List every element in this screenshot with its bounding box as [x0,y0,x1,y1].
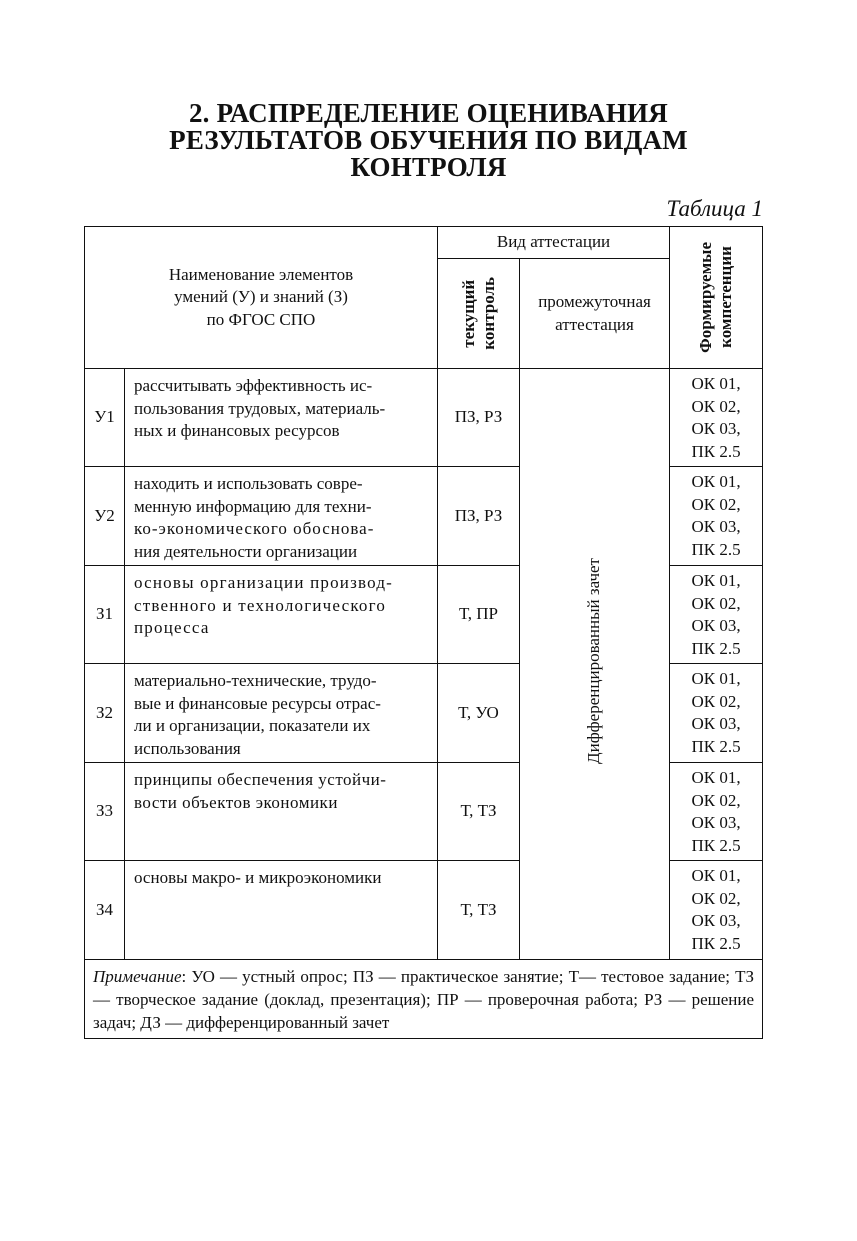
desc-line: вости объектов экономики [134,792,338,812]
row-current-control: ПЗ, РЗ [438,467,520,566]
title-line-1: 2. РАСПРЕДЕЛЕНИЕ ОЦЕНИВАНИЯ [188,98,669,128]
comp-line: ОК 02, [691,396,741,416]
desc-line: ния деятельности организации [134,541,358,561]
header-name-line-1: Наименование элементов [168,264,354,284]
comp-line: ОК 01, [691,669,741,688]
row-competencies [670,369,763,467]
page-title [0,100,857,181]
comp-line: ОК 02, [691,593,741,613]
row-code: З2 [85,664,125,763]
intermediate-merged-cell [520,369,670,960]
header-competencies-line-1: Формируемые [696,242,716,353]
desc-line: вые и финансовые ресурсы отрас- [134,693,381,713]
desc-line: материально-технические, трудо- [134,671,377,690]
header-current-control [459,277,499,350]
comp-line: ОК 02, [691,888,741,908]
header-name-line-3: по ФГОС СПО [206,309,316,329]
assessment-table [84,226,763,1039]
desc-line: процесса [134,618,210,637]
header-name-line-2: умений (У) и знаний (З) [174,287,348,307]
row-code: З4 [85,861,125,960]
comp-line: ОК 02, [691,691,741,711]
comp-line: ОК 03, [691,517,741,536]
comp-line: ОК 02, [691,494,741,514]
desc-line: основы организации производ- [134,573,394,592]
row-competencies [670,467,763,566]
desc-line: пользования трудовых, материаль- [134,398,386,418]
desc-line: рассчитывать эффективность ис- [134,376,373,395]
comp-line: ОК 01, [691,472,741,491]
header-current-line-1: текущий [458,279,478,348]
row-current-control: Т, ТЗ [438,861,520,960]
comp-line: ПК 2.5 [691,835,741,855]
comp-line: ОК 02, [691,790,741,810]
note-label: Примечание [93,967,182,986]
desc-line: ли и организации, показатели их [134,716,371,735]
header-competencies-cell [670,227,763,369]
comp-line: ОК 01, [691,374,741,393]
row-code: У2 [85,467,125,566]
note-row [85,960,763,1039]
row-description [125,566,438,664]
row-code: З1 [85,566,125,664]
intermediate-merged-text: Дифференцированный зачет [584,557,604,764]
note-cell [85,960,763,1039]
comp-line: ПК 2.5 [691,736,741,756]
desc-line: ных и финансовых ресурсов [134,421,340,440]
row-description [125,763,438,861]
note-text: : УО — устный опрос; ПЗ — практическое занятие; Т— тестовое задание; ТЗ — творческое задание (доклад, презентация); ПР — проверочная работа; РЗ — решение задач; ДЗ — дифференцированный зачет [93,967,755,1032]
row-competencies [670,763,763,861]
row-competencies [670,664,763,763]
desc-line: ственного и технологического [134,595,387,615]
comp-line: ОК 01, [691,571,741,590]
row-competencies [670,566,763,664]
desc-line: использования [134,738,241,758]
desc-line: ко-экономического обоснова- [134,519,375,538]
comp-line: ОК 03, [691,714,741,733]
row-description [125,664,438,763]
header-attestation-group: Вид аттестации [438,227,670,259]
header-intermediate-line-1: промежуточная [538,292,651,311]
header-current-line-2: контроль [478,277,498,350]
row-description [125,369,438,467]
comp-line: ОК 01, [691,866,741,885]
comp-line: ОК 03, [691,911,741,930]
desc-line: принципы обеспечения устойчи- [134,770,387,789]
row-code: У1 [85,369,125,467]
row-current-control: Т, УО [438,664,520,763]
row-competencies [670,861,763,960]
header-competencies [696,242,736,353]
row-current-control: Т, ТЗ [438,763,520,861]
header-intermediate-cell [520,259,670,369]
desc-line: менную информацию для техни- [134,496,372,516]
header-intermediate-line-2: аттестация [555,314,634,334]
comp-line: ПК 2.5 [691,638,741,658]
row-code: З3 [85,763,125,861]
row-current-control: ПЗ, РЗ [438,369,520,467]
title-line-2: РЕЗУЛЬТАТОВ ОБУЧЕНИЯ ПО ВИДАМ [169,125,688,155]
row-description [125,467,438,566]
header-name-cell [85,227,438,369]
desc-line: основы макро- и микроэкономики [134,868,382,887]
comp-line: ОК 01, [691,768,741,787]
comp-line: ОК 03, [691,813,741,832]
header-current-control-cell [438,259,520,369]
row-description [125,861,438,960]
desc-line: находить и использовать совре- [134,474,363,493]
comp-line: ПК 2.5 [691,441,741,461]
title-line-3: КОНТРОЛЯ [350,152,507,182]
table-row [85,369,763,467]
row-current-control: Т, ПР [438,566,520,664]
comp-line: ОК 03, [691,616,741,635]
comp-line: ПК 2.5 [691,933,741,953]
table-caption: Таблица 1 [666,196,763,221]
comp-line: ОК 03, [691,419,741,438]
comp-line: ПК 2.5 [691,539,741,559]
header-competencies-line-2: компетенции [716,246,736,349]
